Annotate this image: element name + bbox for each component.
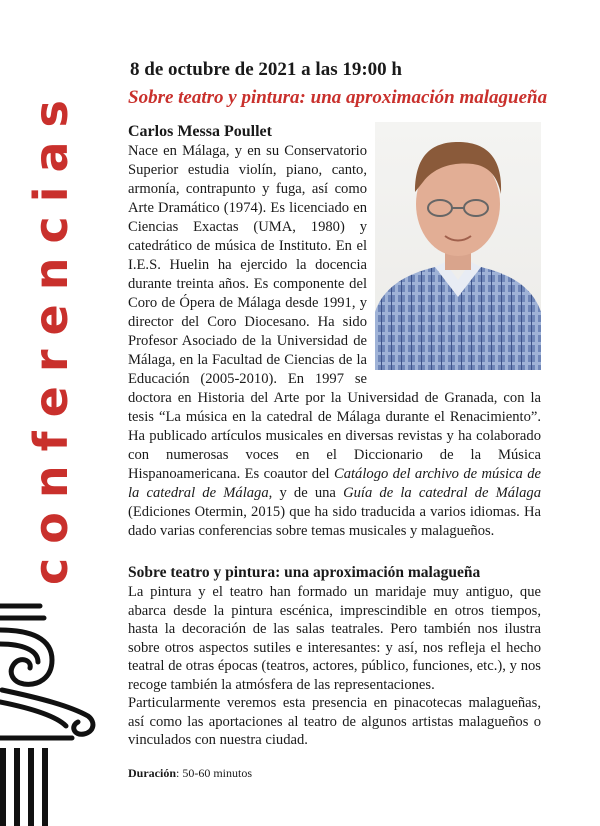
speaker-bio: Nace en Málaga, y en su Conservatorio Superior estudia violín, piano, canto, armonía, contrapunto y fuga, así como Arte Dramático (1974). Es licenciado en Ciencias Exactas (UMA, 1980) y catedrático de música de Instituto. En el I.E.S. Huelin ha ejercido la docencia durante treinta años. Es componente del Coro de Ópera de Málaga desde 1991, y director del Coro Diocesano. Ha sido Profesor Asociado de la Universidad de Málaga, en la Facultad de Ciencias de la Educación (2005-2010). En 1997 se doctora en Historia del Arte por la Universidad de Granada, con la tesis “La música en la catedral de Málaga durante el Renacimiento”. Ha publicado artículos musicales en diversas revistas y ha colaborado con numerosas voces en el Diccionario de la Música Hispanoamericana. Es coautor del Catálogo del archivo de música de la catedral de Málaga, y de una Guía de la catedral de Málaga (Ediciones Otermin, 2015) que ha sido traducida a varios idiomas. Ha dado varias conferencias sobre temas musicales y malagueños.: [128, 143, 541, 539]
speaker-photo: [375, 122, 541, 370]
side-title-conferencias: conferencias: [24, 86, 78, 585]
speaker-name: Carlos Messa Poullet: [128, 123, 272, 140]
duration: [128, 766, 541, 780]
talk-description-1: La pintura y el teatro han formado un maridaje muy antiguo, que abarca desde la pintura escénica, imprescindible en otros tiempos, hasta la decoración de las salas teatrales. Pero también nos ilustra sobre otros aspectos sutiles e interesantes: y así, nos refleja el hecho teatral de otras épocas (teatros, actores, público, funciones, etc.), y nos recoge también la atmósfera de las representaciones.: [128, 584, 541, 693]
talk-description-2: Particularmente veremos esta presencia en pinacotecas malagueñas, así como las aportaciones al teatro de algunos artistas malagueños o vinculados con nuestra ciudad.: [128, 695, 541, 748]
talk-title: Sobre teatro y pintura: una aproximación malagueña: [128, 564, 481, 581]
book-title-guia: Guía de la catedral de Málaga: [343, 485, 541, 501]
main-content: [128, 58, 548, 780]
book-title-catalogo: Catálogo del archivo de música de la catedral de Málaga: [128, 466, 541, 501]
event-date: 8 de octubre de 2021 a las 19:00 h: [130, 59, 402, 80]
ionic-column-icon: [0, 598, 100, 826]
duration-value: : 50-60 minutos: [176, 765, 253, 780]
event-title: Sobre teatro y pintura: una aproximación malagueña: [128, 87, 548, 108]
duration-label: Duración: [128, 765, 176, 780]
